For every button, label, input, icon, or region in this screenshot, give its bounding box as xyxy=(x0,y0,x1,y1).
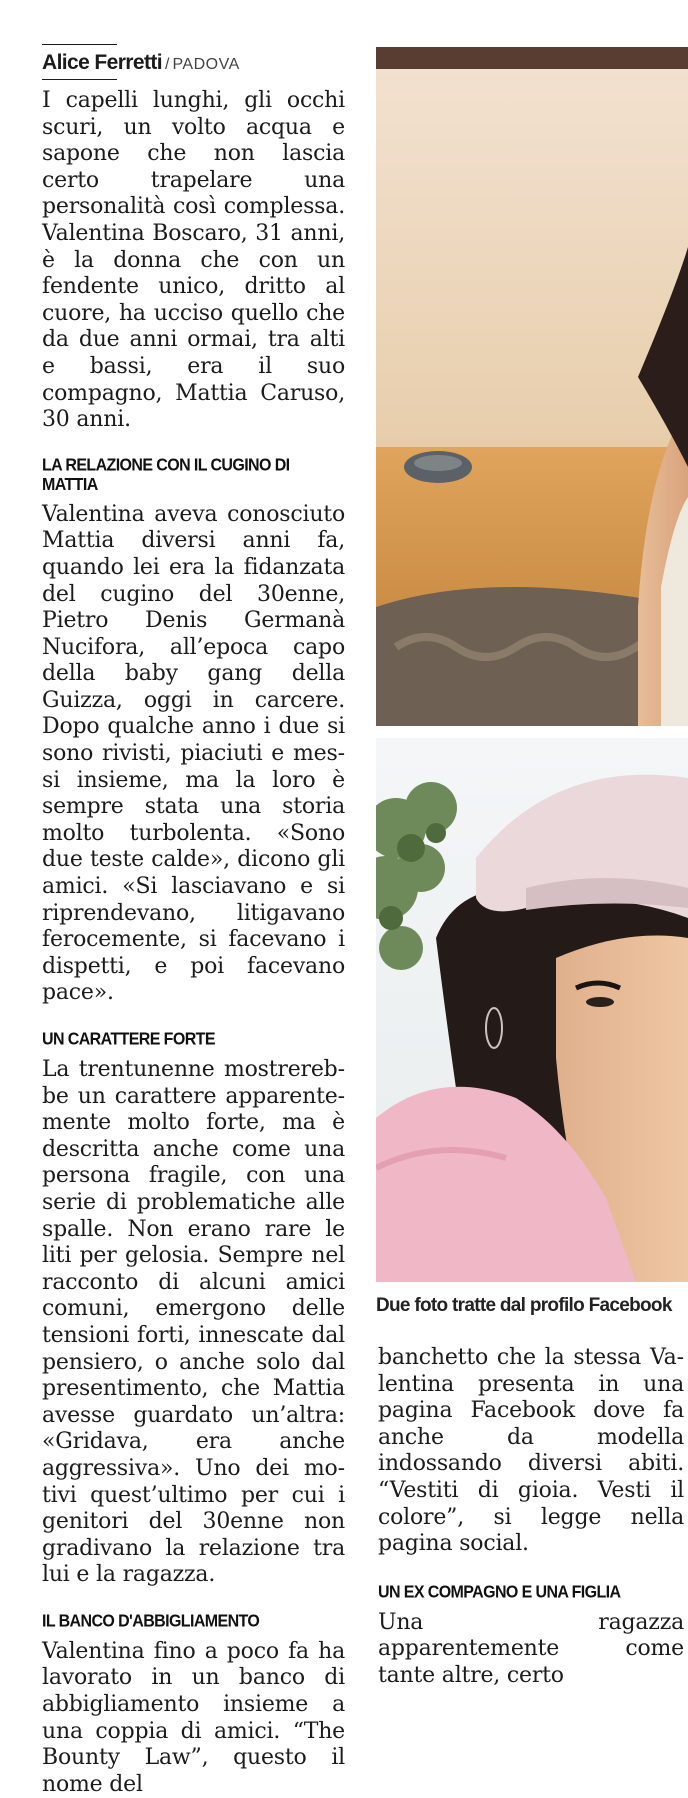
photo-portrait-cap xyxy=(376,738,688,1282)
paragraph-continuation: banchetto che la stessa Valentina presenta in una pagina Facebook dove fa anche da modella indossando diversi abiti. “Vestiti di gioia. Vesti il colore”, si legge nella pagina social. xyxy=(378,1345,684,1557)
subheading-character: UN CARATTERE FORTE xyxy=(42,1030,215,1049)
paragraph-clothing-stall: Valentina fino a poco fa ha lavorato in un banco di abbigliamento insieme a una coppia di amici. “The Bounty Law”, questo il nome del xyxy=(42,1638,345,1797)
subheading-relationship: LA RELAZIONE CON IL CUGINO DI MATTIA xyxy=(42,456,290,495)
paragraph-ex-partner: Una ragazza apparentemente come tante altre, certo xyxy=(378,1609,684,1688)
author-name: Alice Ferretti xyxy=(42,51,162,74)
paragraph-character: La trentunenne mostrerebbe un carattere apparentemente molto forte, ma è descritta anche come una persona fragile, con una serie di problematiche alle spalle. Non erano rare le liti per gelosia. Sempre nel racconto di alcuni amici comuni, emergono delle tensioni forti, innescate dal pensiero, o anche solo dal presentimento, che Mattia avesse guardato un’altra: «Gridava, era anche aggressiva». Uno dei motivi quest’ultimo per cui i genitori del 30enne non gradivano la relazione tra lui e la ragazza. xyxy=(42,1057,345,1588)
photo-caption: Due foto tratte dal profilo Facebook xyxy=(376,1295,672,1316)
subheading-ex-partner: UN EX COMPAGNO E UNA FIGLIA xyxy=(378,1583,621,1602)
byline-separator: / xyxy=(164,56,170,73)
dateline-city: PADOVA xyxy=(172,56,240,73)
article-right-column xyxy=(378,1345,688,1690)
photo-portrait-indoor xyxy=(376,47,688,726)
photo-portrait-cap-image xyxy=(376,738,688,1282)
byline-top-rule xyxy=(42,44,117,45)
byline-bottom-rule xyxy=(42,79,117,80)
photo-portrait-indoor-image xyxy=(376,47,688,726)
article-left-column xyxy=(42,44,345,1798)
intro-paragraph: I capelli lunghi, gli occhi scuri, un volto acqua e sapone che non lascia certo trapelare una personalità così complessa. Valentina Boscaro, 31 anni, è la donna che con un fendente unico, dritto al cuore, ha ucciso quello che da due anni ormai, tra alti e bassi, era il suo compagno, Mattia Caruso, 30 anni. xyxy=(42,88,345,433)
byline xyxy=(42,51,345,75)
subheading-clothing-stall: IL BANCO D'ABBIGLIAMENTO xyxy=(42,1612,260,1631)
paragraph-relationship: Valentina aveva conosciuto Mattia diversi anni fa, quando lei era la fidanzata del cugino del 30enne, Pietro Denis Germanà Nucifora, all’epoca capo della baby gang della Guizza, oggi in carcere. Dopo qualche anno i due si sono rivisti, piaciuti e messi insieme, ma la loro è sempre stata una storia molto turbolenta. «Sono due teste calde», dicono gli amici. «Si lasciavano e si riprendevano, litigavano ferocemente, si facevano i dispetti, e poi facevano pace». xyxy=(42,501,345,1006)
